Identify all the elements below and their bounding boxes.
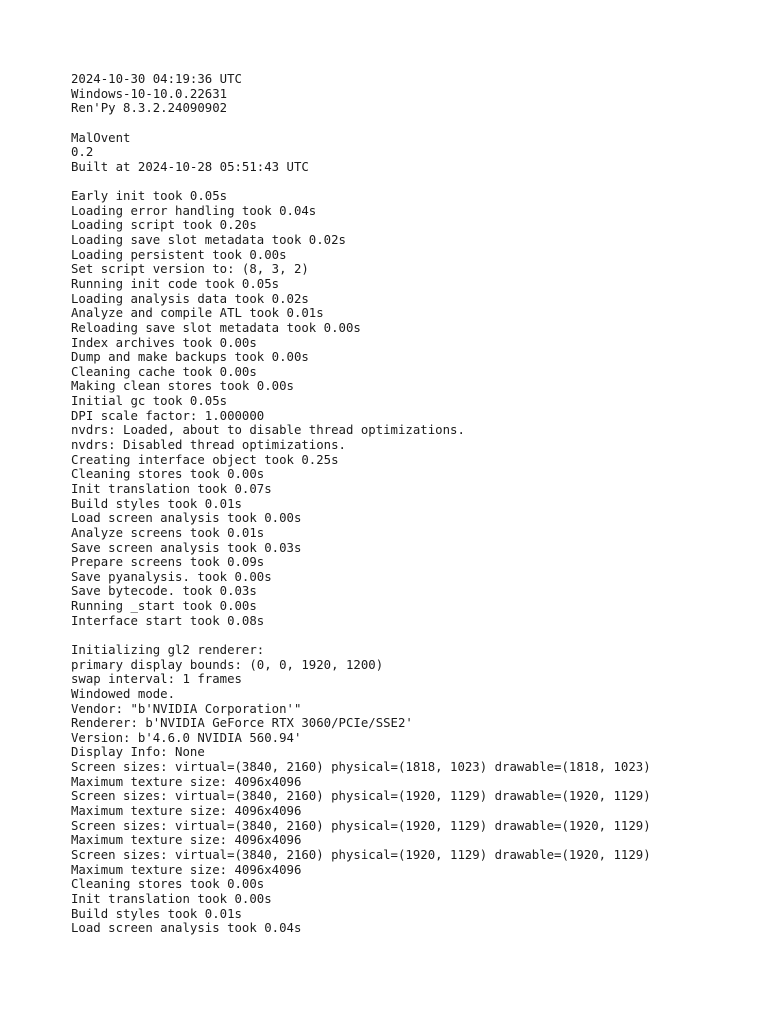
log-line: Loading error handling took 0.04s: [71, 203, 317, 218]
log-line: 2024-10-30 04:19:36 UTC: [71, 72, 242, 86]
log-line: Loading script took 0.20s: [71, 218, 257, 233]
log-line: Load screen analysis took 0.00s: [71, 511, 302, 526]
log-line: Creating interface object took 0.25s: [71, 452, 339, 467]
log-line: Initializing gl2 renderer:: [71, 642, 265, 657]
log-line: Version: b'4.6.0 NVIDIA 560.94': [71, 730, 302, 745]
log-line: Save screen analysis took 0.03s: [71, 540, 302, 555]
log-line: Early init took 0.05s: [71, 189, 228, 204]
log-line: Loading analysis data took 0.02s: [71, 291, 309, 306]
log-line: Maximum texture size: 4096x4096: [71, 833, 302, 848]
log-line: Prepare screens took 0.09s: [71, 555, 265, 570]
log-line: Cleaning stores took 0.00s: [71, 467, 265, 482]
log-line: Cleaning stores took 0.00s: [71, 877, 265, 892]
log-line: Windowed mode.: [71, 686, 176, 701]
log-line: Windows-10-10.0.22631: [71, 86, 228, 101]
log-line: DPI scale factor: 1.000000: [71, 408, 265, 423]
log-line: Ren'Py 8.3.2.24090902: [71, 101, 228, 116]
log-line: Making clean stores took 0.00s: [71, 379, 294, 394]
log-line: Vendor: "b'NVIDIA Corporation'": [71, 701, 302, 716]
log-line: Loading persistent took 0.00s: [71, 247, 287, 262]
log-line: Build styles took 0.01s: [71, 906, 242, 921]
log-line: Cleaning cache took 0.00s: [71, 364, 257, 379]
log-line: primary display bounds: (0, 0, 1920, 1200): [71, 657, 384, 672]
log-line: Load screen analysis took 0.04s: [71, 921, 302, 936]
log-line: Display Info: None: [71, 745, 205, 760]
log-line: swap interval: 1 frames: [71, 672, 242, 687]
log-line: MalOvent: [71, 130, 131, 145]
log-line: Index archives took 0.00s: [71, 335, 257, 350]
log-line: Maximum texture size: 4096x4096: [71, 774, 302, 789]
log-line: Running _start took 0.00s: [71, 599, 257, 614]
log-line: Initial gc took 0.05s: [71, 394, 228, 409]
log-line: nvdrs: Disabled thread optimizations.: [71, 438, 346, 453]
log-line: 0.2: [71, 145, 94, 160]
log-line: Init translation took 0.00s: [71, 891, 272, 906]
log-line: Save pyanalysis. took 0.00s: [71, 569, 272, 584]
log-line: Dump and make backups took 0.00s: [71, 350, 309, 365]
log-line: Screen sizes: virtual=(3840, 2160) physical=(1920, 1129) drawable=(1920, 1129): [71, 847, 651, 862]
log-line: Save bytecode. took 0.03s: [71, 584, 257, 599]
renderer-block: [71, 643, 751, 936]
log-line: Screen sizes: virtual=(3840, 2160) physical=(1920, 1129) drawable=(1920, 1129): [71, 818, 651, 833]
game-info-block: [71, 131, 751, 175]
log-line: Set script version to: (8, 3, 2): [71, 262, 309, 277]
log-line: Interface start took 0.08s: [71, 613, 265, 628]
log-line: Screen sizes: virtual=(3840, 2160) physical=(1920, 1129) drawable=(1920, 1129): [71, 789, 651, 804]
log-line: Analyze screens took 0.01s: [71, 525, 265, 540]
log-line: Maximum texture size: 4096x4096: [71, 804, 302, 819]
header-block: [71, 72, 751, 116]
log-line: Loading save slot metadata took 0.02s: [71, 233, 346, 248]
log-line: Reloading save slot metadata took 0.00s: [71, 320, 361, 335]
log-line: Init translation took 0.07s: [71, 481, 272, 496]
log-line: Screen sizes: virtual=(3840, 2160) physical=(1818, 1023) drawable=(1818, 1023): [71, 760, 651, 775]
log-text-body: [71, 72, 751, 936]
log-line: Analyze and compile ATL took 0.01s: [71, 306, 324, 321]
log-line: nvdrs: Loaded, about to disable thread optimizations.: [71, 423, 465, 438]
log-line: Maximum texture size: 4096x4096: [71, 862, 302, 877]
log-line: Build styles took 0.01s: [71, 496, 242, 511]
startup-timings-block: [71, 189, 751, 628]
log-line: Built at 2024-10-28 05:51:43 UTC: [71, 159, 309, 174]
log-line: Renderer: b'NVIDIA GeForce RTX 3060/PCIe/SSE2': [71, 716, 413, 731]
log-line: Running init code took 0.05s: [71, 276, 280, 291]
